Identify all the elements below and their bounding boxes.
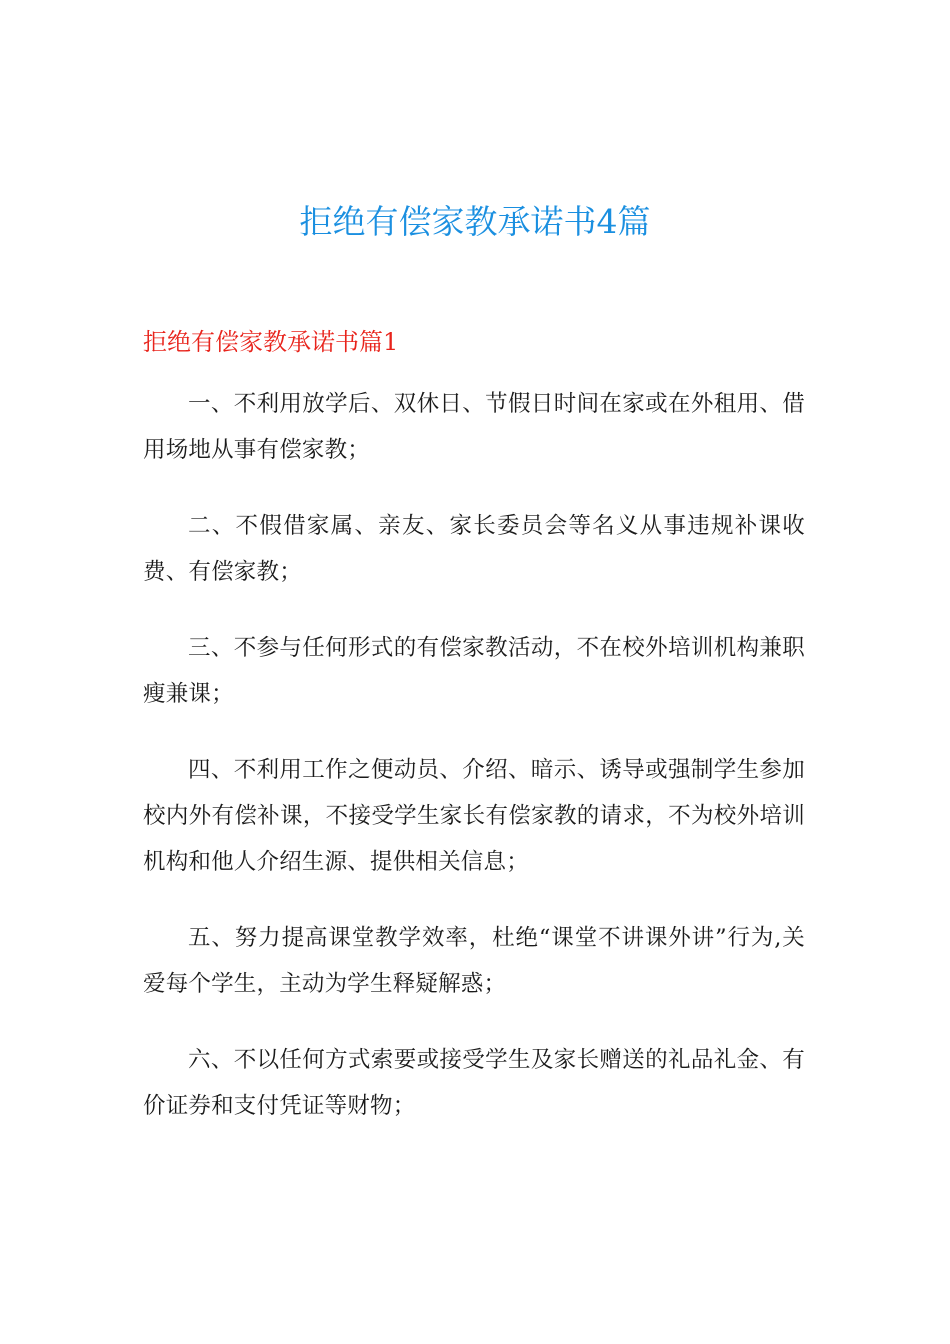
- section-heading: 拒绝有偿家教承诺书篇1: [143, 328, 399, 356]
- paragraph-2: 二、不假借家属、亲友、家长委员会等名义从事违规补课收费、有偿家教；: [143, 513, 805, 585]
- paragraph-list: [143, 381, 805, 1159]
- paragraph-1: 一、不利用放学后、双休日、节假日时间在家或在外租用、借用场地从事有偿家教；: [143, 391, 805, 463]
- paragraph-4: 四、不利用工作之便动员、介绍、暗示、诱导或强制学生参加校内外有偿补课，不接受学生家长有偿家教的请求，不为校外培训机构和他人介绍生源、提供相关信息；: [143, 757, 805, 875]
- document-title: 拒绝有偿家教承诺书4篇: [299, 202, 651, 241]
- paragraph-5: 五、努力提高课堂教学效率，杜绝“课堂不讲课外讲”行为,关爱每个学生，主动为学生释疑解惑；: [143, 925, 805, 997]
- paragraph-3: 三、不参与任何形式的有偿家教活动，不在校外培训机构兼职瘦兼课；: [143, 635, 805, 707]
- paragraph-6: 六、不以任何方式索要或接受学生及家长赠送的礼品礼金、有价证券和支付凭证等财物；: [143, 1047, 805, 1119]
